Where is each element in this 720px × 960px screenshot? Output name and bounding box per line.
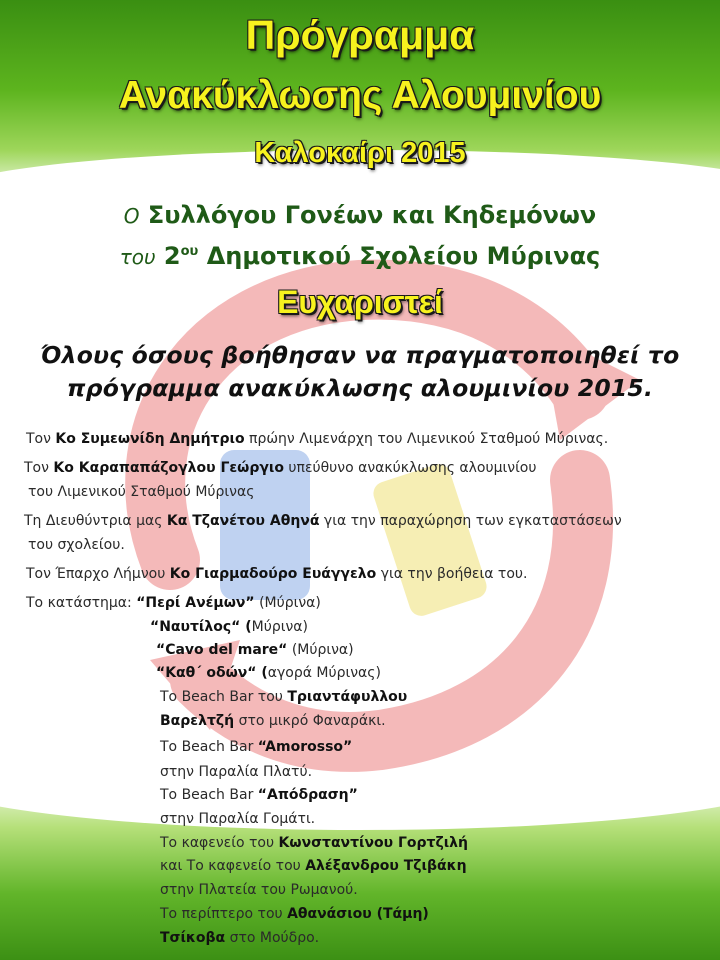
- org-name-1: Συλλόγου Γονέων και Κηδεμόνων: [147, 201, 597, 229]
- entry-karapapazoglou-cont: του Λιμενικού Σταθμού Μύρινας: [28, 484, 255, 500]
- shop-periptero: Το περίπτερο του Αθανάσιου (Τάμη): [160, 906, 429, 922]
- can-yellow-icon: [370, 461, 489, 619]
- shop-amorosso-cont: στην Παραλία Πλατύ.: [160, 764, 313, 780]
- shop-periptero-cont: Τσίκοβα στο Μούδρο.: [160, 930, 320, 946]
- org-tou: του: [119, 245, 156, 269]
- shop-gortzili: Το καφενείο του Κωνσταντίνου Γορτζιλή: [160, 835, 469, 851]
- org-name-2: Δημοτικού Σχολείου Μύρινας: [206, 242, 601, 270]
- entry-giarmadouros: Τον Έπαρχο Λήμνου Κο Γιαρμαδούρο Ευάγγελο για την βοήθεια του.: [26, 566, 528, 582]
- org-number: 2: [163, 242, 181, 270]
- shop-cavo-del-mare: “Cavo del mare“ (Μύρινα): [156, 642, 354, 658]
- entry-tzanetou-cont: του σχολείου.: [28, 537, 125, 553]
- org-article: Ο: [123, 204, 140, 228]
- shop-triantafyllou: Το Beach Bar του Τριαντάφυλλου: [160, 689, 408, 705]
- organization-line-1: [0, 201, 720, 229]
- entry-karapapazoglou: Τον Κο Καραπαπάζογλου Γεώργιο υπεύθυνο ανακύκλωσης αλουμινίου: [24, 460, 537, 476]
- everyone-line-1: Όλους όσους βοήθησαν να πραγματοποιηθεί το: [40, 341, 680, 369]
- entry-symeonidis: Τον Κο Συμεωνίδη Δημήτριο πρώην Λιμενάρχη του Λιμενικού Σταθμού Μύρινας.: [26, 431, 609, 447]
- organization-line-2: [0, 242, 720, 270]
- everyone-line-2: πρόγραμμα ανακύκλωσης αλουμινίου 2015.: [66, 374, 654, 402]
- entry-tzanetou: Τη Διευθύντρια μας Κα Τζανέτου Αθηνά για την παραχώρηση των εγκαταστάσεων: [24, 513, 622, 529]
- title-line-1: Πρόγραμμα: [245, 12, 475, 58]
- thanks-heading: Ευχαριστεί: [277, 284, 443, 320]
- shop-kath-odon: “Καθ΄ οδών“ (αγορά Μύρινας): [156, 665, 381, 681]
- org-sup: ου: [180, 244, 199, 259]
- shop-tzivaki: και Το καφενείο του Αλέξανδρου Τζιβάκη: [160, 858, 467, 874]
- shop-tzivaki-cont: στην Πλατεία του Ρωμανού.: [160, 882, 358, 898]
- shop-peri-anemon: Το κατάστημα: “Περί Ανέμων” (Μύρινα): [26, 595, 321, 611]
- shop-amorosso: Το Beach Bar “Amorosso”: [160, 739, 353, 755]
- shop-apodrasi: Το Beach Bar “Απόδραση”: [160, 787, 358, 803]
- shop-apodrasi-cont: στην Παραλία Γομάτι.: [160, 811, 316, 827]
- shop-nautilos: “Ναυτίλος“ (Μύρινα): [150, 619, 308, 635]
- shop-triantafyllou-cont: Βαρελτζή στο μικρό Φαναράκι.: [160, 713, 386, 729]
- title-line-3: Καλοκαίρι 2015: [254, 137, 466, 169]
- title-line-2: Ανακύκλωσης Αλουμινίου: [118, 74, 602, 117]
